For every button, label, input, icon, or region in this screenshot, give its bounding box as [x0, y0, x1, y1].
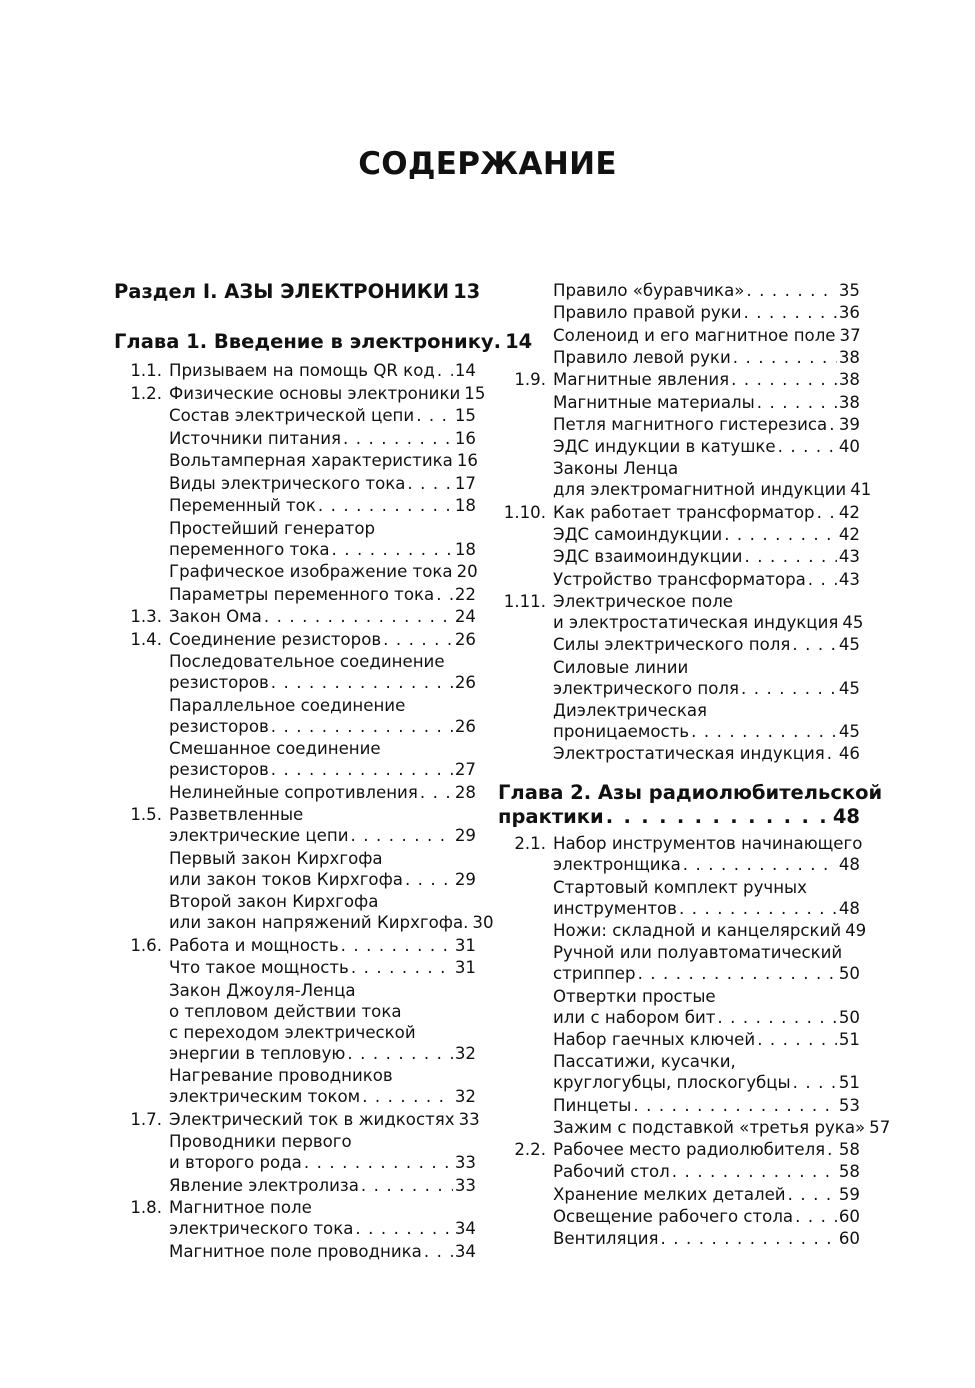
- entry-title: Магнитные материалы: [553, 392, 755, 412]
- toc-subitem: [498, 1051, 860, 1093]
- entry-title: Что такое мощность: [169, 958, 349, 977]
- page-number: 33: [454, 1175, 476, 1195]
- toc-subitem: [498, 302, 860, 323]
- page-number: 17: [454, 473, 476, 493]
- entry-title: резисторов: [169, 673, 269, 692]
- toc-item: [114, 1197, 476, 1239]
- entry-title: Закон Ома: [169, 607, 262, 626]
- dot-leader: [788, 1184, 837, 1205]
- page-number: 29: [454, 826, 476, 845]
- page-number: 18: [454, 496, 476, 515]
- page-number: 34: [454, 1241, 476, 1261]
- entry-title: Второй закон Кирхгофа: [169, 892, 379, 911]
- entry-title: Работа и мощность: [169, 935, 339, 955]
- toc-subitem: [114, 450, 476, 471]
- entry-title: Магнитные явления: [553, 370, 730, 390]
- dot-leader: [264, 606, 453, 627]
- entry-title: ЭДС самоиндукции: [553, 525, 723, 544]
- page-number: 42: [838, 525, 860, 544]
- toc-subitem: [114, 848, 476, 890]
- item-number: 1.6.: [130, 935, 162, 955]
- toc-subitem: [114, 957, 476, 978]
- page-number: 46: [838, 744, 860, 764]
- entry-title: резисторов: [169, 716, 269, 736]
- page-number: 48: [838, 898, 860, 918]
- entry-title: Виды электрического тока: [169, 473, 406, 493]
- item-number: 2.2.: [514, 1140, 546, 1160]
- entry-title: Переменный ток: [169, 496, 316, 515]
- item-number: 1.5.: [130, 805, 162, 824]
- entry-title: Магнитное поле проводника: [169, 1241, 422, 1261]
- toc-subitem: [114, 584, 476, 605]
- toc-subitem: [498, 986, 860, 1028]
- page-number: 60: [838, 1229, 860, 1249]
- entry-title: Набор гаечных ключей: [553, 1029, 756, 1049]
- page-number: 24: [454, 607, 476, 626]
- toc-subitem: [498, 743, 860, 764]
- entry-title: электрические цепи: [169, 826, 349, 845]
- dot-leader: [361, 1175, 453, 1196]
- dot-leader: [318, 495, 453, 516]
- toc-subitem: [498, 877, 860, 919]
- entry-title: Явление электролиза: [169, 1175, 359, 1195]
- entry-title: переменного тока: [169, 539, 330, 559]
- toc-subitem: [498, 1117, 891, 1138]
- toc-subitem: [498, 942, 860, 984]
- chapter-heading: [498, 781, 883, 829]
- entry-title: Нелинейные сопротивления: [169, 782, 418, 802]
- page-number: 40: [838, 437, 860, 457]
- entry-title: Электростатическая индукция: [553, 744, 825, 764]
- entry-title: Состав электрической цепи: [169, 406, 415, 425]
- toc-subitem: [498, 1228, 860, 1249]
- page-number: 51: [838, 1073, 860, 1093]
- dot-leader: [633, 1095, 836, 1116]
- dot-leader: [606, 805, 831, 829]
- dot-leader: [351, 825, 453, 846]
- toc-subitem: [114, 1175, 476, 1196]
- dot-leader: [741, 678, 837, 699]
- entry-title: Соединение резисторов: [169, 629, 382, 649]
- toc-subitem: [114, 891, 494, 933]
- entry-title: практики: [498, 805, 604, 829]
- entry-title: стриппер: [553, 964, 636, 984]
- toc-subitem: [498, 1184, 860, 1205]
- toc-subitem: [498, 657, 860, 699]
- page-number: 22: [454, 584, 476, 604]
- dot-leader: [792, 634, 837, 655]
- page-number: 38: [838, 392, 860, 412]
- page-number: 16: [454, 428, 476, 448]
- toc-subitem: [498, 634, 860, 655]
- item-number: 1.8.: [130, 1198, 162, 1217]
- entry-title: Электрический ток в жидкостях: [169, 1109, 455, 1129]
- toc-subitem: [498, 1029, 860, 1050]
- toc-subitem: [114, 1131, 476, 1173]
- toc-subitem: [498, 1206, 860, 1227]
- toc-subitem: [498, 1095, 860, 1116]
- dot-leader: [436, 584, 453, 605]
- page-number: 58: [838, 1162, 860, 1182]
- entry-title: Нагревание проводников: [169, 1066, 393, 1085]
- page-number: 18: [454, 539, 476, 559]
- page-number: 26: [454, 629, 476, 649]
- entry-title: Освещение рабочего стола: [553, 1207, 794, 1226]
- page-number: 59: [838, 1184, 860, 1204]
- dot-leader: [778, 436, 837, 457]
- page-number: 51: [838, 1029, 860, 1049]
- entry-title: Простейший генератор: [169, 518, 376, 538]
- entry-title: Соленоид и его магнитное поле: [553, 325, 836, 345]
- page-number: 26: [454, 716, 476, 736]
- dot-leader: [271, 716, 453, 737]
- toc-subitem: [498, 414, 860, 435]
- entry-title: Призываем на помощь QR код: [169, 361, 435, 380]
- dot-leader: [795, 1206, 837, 1227]
- entry-title: Устройство трансформатора: [553, 569, 806, 589]
- dot-leader: [420, 782, 453, 803]
- entry-title: Смешанное соединение: [169, 739, 381, 758]
- dot-leader: [347, 1043, 453, 1064]
- toc-subitem: [114, 695, 476, 737]
- dot-leader: [332, 539, 453, 560]
- dot-leader: [829, 414, 837, 435]
- entry-title: Набор инструментов начинающего: [553, 834, 863, 854]
- entry-title: или закон напряжений Кирхгофа.: [169, 913, 469, 932]
- dot-leader: [383, 629, 453, 650]
- page-number: 50: [838, 1007, 860, 1027]
- toc-item: [114, 606, 476, 627]
- dot-leader: [717, 1007, 836, 1028]
- page-number: 27: [454, 760, 476, 779]
- entry-title: ЭДС взаимоиндукции: [553, 547, 743, 567]
- entry-title: Параллельное соединение: [169, 695, 406, 715]
- dot-leader: [757, 392, 837, 413]
- page-number: 36: [838, 303, 860, 323]
- entry-title: Проводники первого: [169, 1132, 352, 1151]
- entry-title: и второго рода: [169, 1153, 302, 1172]
- entry-title: Законы Ленца: [553, 459, 679, 479]
- entry-title: круглогубцы, плоскогубцы: [553, 1073, 791, 1093]
- entry-title: Правило левой руки: [553, 347, 731, 367]
- toc-subitem: [114, 405, 476, 426]
- page-number: 48: [838, 855, 860, 875]
- entry-title: Ручной или полуавтоматический: [553, 943, 843, 963]
- toc-item: [114, 360, 476, 381]
- entry-title: резисторов: [169, 760, 269, 779]
- dot-leader: [362, 1086, 453, 1107]
- entry-title: Как работает трансформатор: [553, 502, 815, 522]
- entry-title: о тепловом действии тока: [169, 1001, 402, 1021]
- entry-title: Раздел I. АЗЫ ЭЛЕКТРОНИКИ: [114, 280, 450, 303]
- page-number: 49: [845, 921, 867, 940]
- entry-title: Рабочий стол: [553, 1162, 670, 1182]
- page-number: 50: [838, 964, 860, 984]
- dot-leader: [808, 569, 837, 590]
- page-number: 58: [838, 1140, 860, 1160]
- entry-title: Графическое изображение тока: [169, 562, 453, 581]
- item-number: 1.9.: [514, 370, 546, 390]
- toc-subitem: [498, 700, 860, 742]
- toc-item: [114, 383, 486, 404]
- entry-title: Ножи: складной и канцелярский: [553, 921, 842, 940]
- page-number: 38: [838, 347, 860, 367]
- dot-leader: [341, 935, 453, 956]
- item-number: 2.1.: [514, 834, 546, 854]
- toc-subitem: [114, 651, 476, 693]
- entry-title: электрического поля: [553, 678, 739, 698]
- entry-title: Вентиляция: [553, 1229, 659, 1249]
- entry-title: Правило правой руки: [553, 303, 742, 323]
- dot-leader: [691, 721, 837, 742]
- dot-leader: [405, 869, 453, 890]
- entry-title: проницаемость: [553, 721, 690, 741]
- entry-title: Зажим с подставкой «третья рука»: [553, 1117, 866, 1137]
- dot-leader: [746, 280, 836, 301]
- entry-title: электрическим током: [169, 1087, 361, 1106]
- dot-leader: [271, 759, 453, 780]
- page-number: 48: [832, 805, 860, 829]
- dot-leader: [407, 473, 452, 494]
- toc-item: [114, 935, 476, 956]
- dot-leader: [638, 963, 837, 984]
- dot-leader: [672, 1161, 837, 1182]
- toc-item: [498, 1139, 860, 1160]
- page-number: 28: [454, 782, 476, 802]
- toc-subitem: [114, 1241, 476, 1262]
- toc-subitem: [114, 782, 476, 803]
- toc-item: [498, 591, 864, 633]
- dot-leader: [437, 360, 453, 381]
- page-number: 42: [838, 502, 860, 522]
- page-number: 14: [454, 361, 476, 380]
- entry-title: Источники питания: [169, 428, 341, 448]
- dot-leader: [304, 1152, 453, 1173]
- page-number: 57: [869, 1117, 891, 1137]
- entry-title: электрического тока: [169, 1219, 354, 1238]
- dot-leader: [743, 302, 836, 323]
- dot-leader: [355, 1218, 452, 1239]
- toc-item: [498, 502, 860, 523]
- page-number: 33: [458, 1109, 480, 1129]
- toc-subitem: [498, 1161, 860, 1182]
- page-number: 29: [454, 869, 476, 889]
- page-number: 16: [456, 451, 478, 470]
- toc-subitem: [114, 561, 476, 582]
- chapter-heading: [114, 330, 533, 354]
- toc-subitem: [114, 980, 476, 1064]
- dot-leader: [817, 502, 837, 523]
- page-number: 60: [838, 1207, 860, 1226]
- item-number: 1.11.: [503, 591, 546, 611]
- page-number: 45: [842, 612, 864, 632]
- page-number: 26: [454, 673, 476, 692]
- toc-item: [114, 804, 476, 846]
- entry-title: для электромагнитной индукции: [553, 480, 847, 500]
- section-heading: [114, 280, 481, 304]
- page-number: 41: [850, 480, 872, 500]
- toc-subitem: [498, 920, 867, 941]
- entry-title: Силы электрического поля: [553, 635, 791, 655]
- dot-leader: [661, 1228, 837, 1249]
- page-number: 37: [839, 325, 861, 345]
- entry-title: ЭДС индукции в катушке: [553, 437, 776, 457]
- toc-subitem: [114, 428, 476, 449]
- entry-title: или с набором бит: [553, 1007, 716, 1027]
- dot-leader: [343, 428, 453, 449]
- entry-title: Глава 1. Введение в электронику.: [114, 330, 502, 353]
- toc-subitem: [498, 569, 860, 590]
- entry-title: Отвертки простые: [553, 986, 716, 1006]
- entry-title: Разветвленные: [169, 805, 304, 824]
- dot-leader: [424, 1241, 453, 1262]
- toc-subitem: [498, 392, 860, 413]
- page-number: 13: [453, 280, 481, 303]
- entry-title: энергии в тепловую: [169, 1043, 346, 1063]
- toc-subitem: [498, 325, 860, 346]
- toc-subitem: [114, 495, 476, 516]
- dot-leader: [271, 672, 453, 693]
- entry-title: Петля магнитного гистерезиса: [553, 414, 828, 434]
- entry-title: и электростатическая индукция: [553, 612, 839, 632]
- toc-item: [114, 629, 476, 650]
- item-number: 1.7.: [130, 1109, 162, 1129]
- entry-title: Силовые линии: [553, 657, 689, 677]
- page-number: 45: [838, 678, 860, 698]
- dot-leader: [724, 524, 837, 545]
- dot-leader: [757, 1029, 837, 1050]
- toc-item: [114, 1109, 480, 1130]
- toc-item: [498, 833, 863, 875]
- dot-leader: [731, 369, 837, 390]
- page-number: 38: [838, 370, 860, 390]
- entry-title: Правило «буравчика»: [553, 281, 745, 300]
- dot-leader: [744, 546, 836, 567]
- dot-leader: [793, 1072, 837, 1093]
- page-number: 43: [838, 547, 860, 567]
- page-title: СОДЕРЖАНИЕ: [358, 146, 617, 182]
- page-number: 33: [454, 1153, 476, 1172]
- page-number: 14: [505, 330, 533, 353]
- page-number: 15: [464, 383, 486, 403]
- page-number: 45: [838, 635, 860, 655]
- dot-leader: [416, 405, 453, 426]
- entry-title: Хранение мелких деталей: [553, 1184, 786, 1204]
- page-number: 53: [838, 1095, 860, 1115]
- page-number: 32: [454, 1043, 476, 1063]
- item-number: 1.4.: [130, 629, 162, 649]
- toc-subitem: [498, 280, 860, 301]
- toc-subitem: [114, 518, 476, 560]
- toc-subitem: [498, 436, 860, 457]
- entry-title: Рабочее место радиолюбителя: [553, 1140, 826, 1160]
- item-number: 1.10.: [503, 502, 546, 522]
- page-number: 15: [454, 406, 476, 425]
- page-number: 30: [472, 913, 494, 932]
- page-number: 20: [456, 562, 478, 581]
- toc-item: [498, 369, 860, 390]
- entry-title: Последовательное соединение: [169, 652, 445, 671]
- toc-subitem: [114, 738, 476, 780]
- dot-leader: [679, 898, 837, 919]
- item-number: 1.3.: [130, 607, 162, 626]
- toc-subitem: [114, 1065, 476, 1107]
- toc-subitem: [114, 473, 476, 494]
- dot-leader: [733, 347, 837, 368]
- page-number: 31: [454, 935, 476, 955]
- entry-title: Стартовый комплект ручных: [553, 877, 807, 897]
- entry-title: Пинцеты: [553, 1095, 632, 1115]
- toc-subitem: [498, 524, 860, 545]
- page-number: 32: [454, 1087, 476, 1106]
- entry-title: Вольтамперная характеристика: [169, 451, 453, 470]
- entry-title: Диэлектрическая: [553, 700, 707, 720]
- entry-title: или закон токов Кирхгофа: [169, 869, 403, 889]
- entry-title: с переходом электрической: [169, 1022, 416, 1042]
- dot-leader: [351, 957, 453, 978]
- dot-leader: [827, 743, 837, 764]
- entry-title: Физические основы электроники: [169, 383, 461, 403]
- dot-leader: [683, 854, 837, 875]
- page-number: 35: [838, 281, 860, 300]
- entry-title: электронщика: [553, 855, 681, 875]
- page-number: 45: [838, 721, 860, 741]
- toc-subitem: [498, 546, 860, 567]
- page-number: 31: [454, 958, 476, 977]
- entry-title: Первый закон Кирхгофа: [169, 848, 383, 868]
- entry-title: инструментов: [553, 898, 677, 918]
- entry-title: Электрическое поле: [553, 591, 734, 611]
- item-number: 1.1.: [130, 361, 162, 380]
- entry-title: Закон Джоуля-Ленца: [169, 980, 356, 1000]
- dot-leader: [827, 1139, 837, 1160]
- toc-subitem: [498, 347, 860, 368]
- item-number: 1.2.: [130, 383, 162, 403]
- page-number: 39: [838, 414, 860, 434]
- entry-title: Магнитное поле: [169, 1198, 312, 1217]
- page-number: 43: [838, 569, 860, 589]
- entry-title: Параметры переменного тока: [169, 584, 435, 604]
- page-number: 34: [454, 1219, 476, 1238]
- entry-title: Пассатижи, кусачки,: [553, 1052, 736, 1072]
- toc-subitem: [498, 458, 872, 500]
- entry-title: Глава 2. Азы радиолюбительской: [498, 781, 883, 805]
